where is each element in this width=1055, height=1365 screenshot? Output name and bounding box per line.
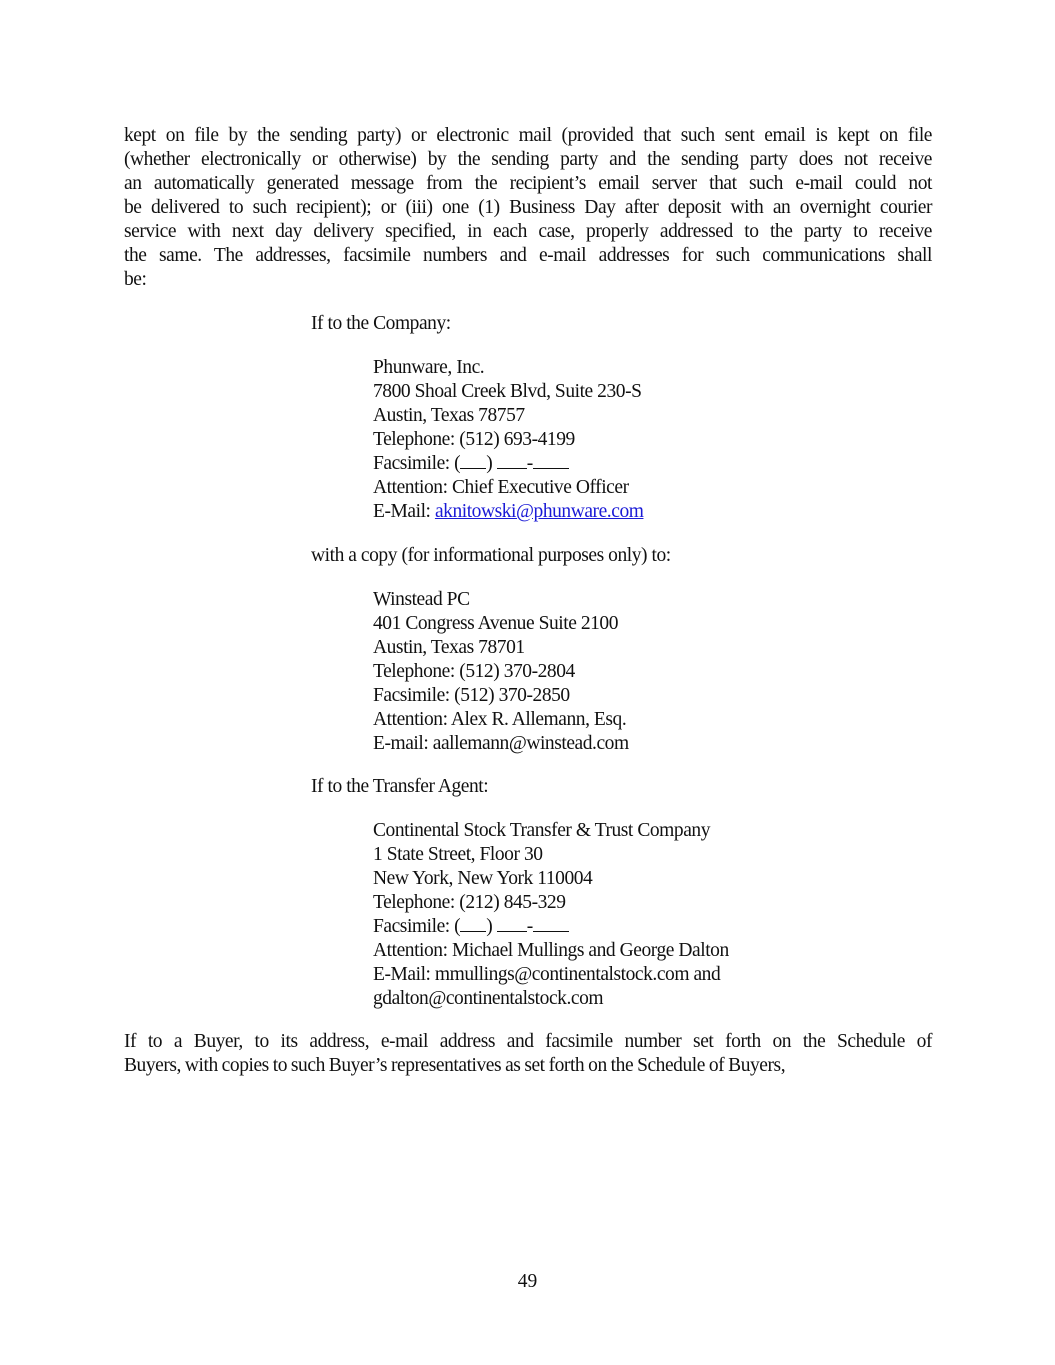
fax-area-code-blank [460,452,486,469]
company-attention: Attention: Chief Executive Officer [373,477,629,498]
copy-attention: Attention: Alex R. Allemann, Esq. [373,709,627,730]
company-heading: If to the Company: [311,313,451,334]
paragraph-line: an automatically generated message from the recipient’s email server that such e-mail could not [124,173,932,194]
fax-dash: - [526,453,533,474]
company-email-link[interactable]: aknitowski@phunware.com [434,501,644,522]
buyer-paragraph [124,1030,932,1078]
paragraph-line: Buyers, with copies to such Buyer’s representatives as set forth on the Schedule of Buyers, [124,1055,786,1076]
paragraph-line: If to a Buyer, to its address, e-mail address and facsimile number set forth on the Schedule of [124,1031,932,1052]
fax-line-blank [533,915,569,932]
transfer-agent-email-line2: gdalton@continentalstock.com [373,988,604,1009]
page-number: 49 [517,1271,538,1292]
copy-heading: with a copy (for informational purposes only) to: [311,545,671,566]
transfer-agent-address-line2: New York, New York 110004 [373,868,593,889]
copy-address-line2: Austin, Texas 78701 [373,637,525,658]
paragraph-line: the same. The addresses, facsimile numbers and e-mail addresses for such communications shall [124,245,932,266]
fax-paren: ) [486,453,493,474]
copy-name: Winstead PC [373,589,470,610]
company-name: Phunware, Inc. [373,357,485,378]
company-facsimile [373,452,643,476]
paragraph-line: be: [124,269,147,290]
paragraph-line: service with next day delivery specified, in each case, properly addressed to the party to receive [124,221,932,242]
facsimile-label: Facsimile: ( [373,916,461,937]
company-address-line2: Austin, Texas 78757 [373,405,525,426]
copy-address-block [373,588,629,756]
transfer-agent-attention: Attention: Michael Mullings and George Dalton [373,940,729,961]
fax-dash: - [526,916,533,937]
company-email-line [373,500,643,524]
copy-address-line1: 401 Congress Avenue Suite 2100 [373,613,619,634]
intro-paragraph [124,124,932,292]
transfer-agent-address-line1: 1 State Street, Floor 30 [373,844,543,865]
transfer-agent-telephone: Telephone: (212) 845-329 [373,892,566,913]
fax-prefix-blank [497,452,527,469]
transfer-agent-email-line1: E-Mail: mmullings@continentalstock.com and [373,964,721,985]
fax-line-blank [533,452,569,469]
transfer-agent-heading: If to the Transfer Agent: [311,776,489,797]
paragraph-line: (whether electronically or otherwise) by the sending party and the sending party does not receive [124,149,932,170]
facsimile-label: Facsimile: ( [373,453,461,474]
fax-area-code-blank [460,915,486,932]
company-address-line1: 7800 Shoal Creek Blvd, Suite 230-S [373,381,642,402]
paragraph-line: be delivered to such recipient); or (iii) one (1) Business Day after deposit with an overnight courier [124,197,932,218]
company-address-block [373,356,643,524]
fax-prefix-blank [497,915,527,932]
paragraph-line: kept on file by the sending party) or electronic mail (provided that such sent email is kept on file [124,125,932,146]
transfer-agent-name: Continental Stock Transfer & Trust Company [373,820,711,841]
copy-telephone: Telephone: (512) 370-2804 [373,661,575,682]
copy-facsimile: Facsimile: (512) 370-2850 [373,685,570,706]
transfer-agent-address-block [373,819,729,1011]
copy-email: E-mail: aallemann@winstead.com [373,733,629,754]
fax-paren: ) [486,916,493,937]
transfer-agent-facsimile [373,915,729,939]
company-telephone: Telephone: (512) 693-4199 [373,429,575,450]
email-label: E-Mail: [373,501,435,522]
